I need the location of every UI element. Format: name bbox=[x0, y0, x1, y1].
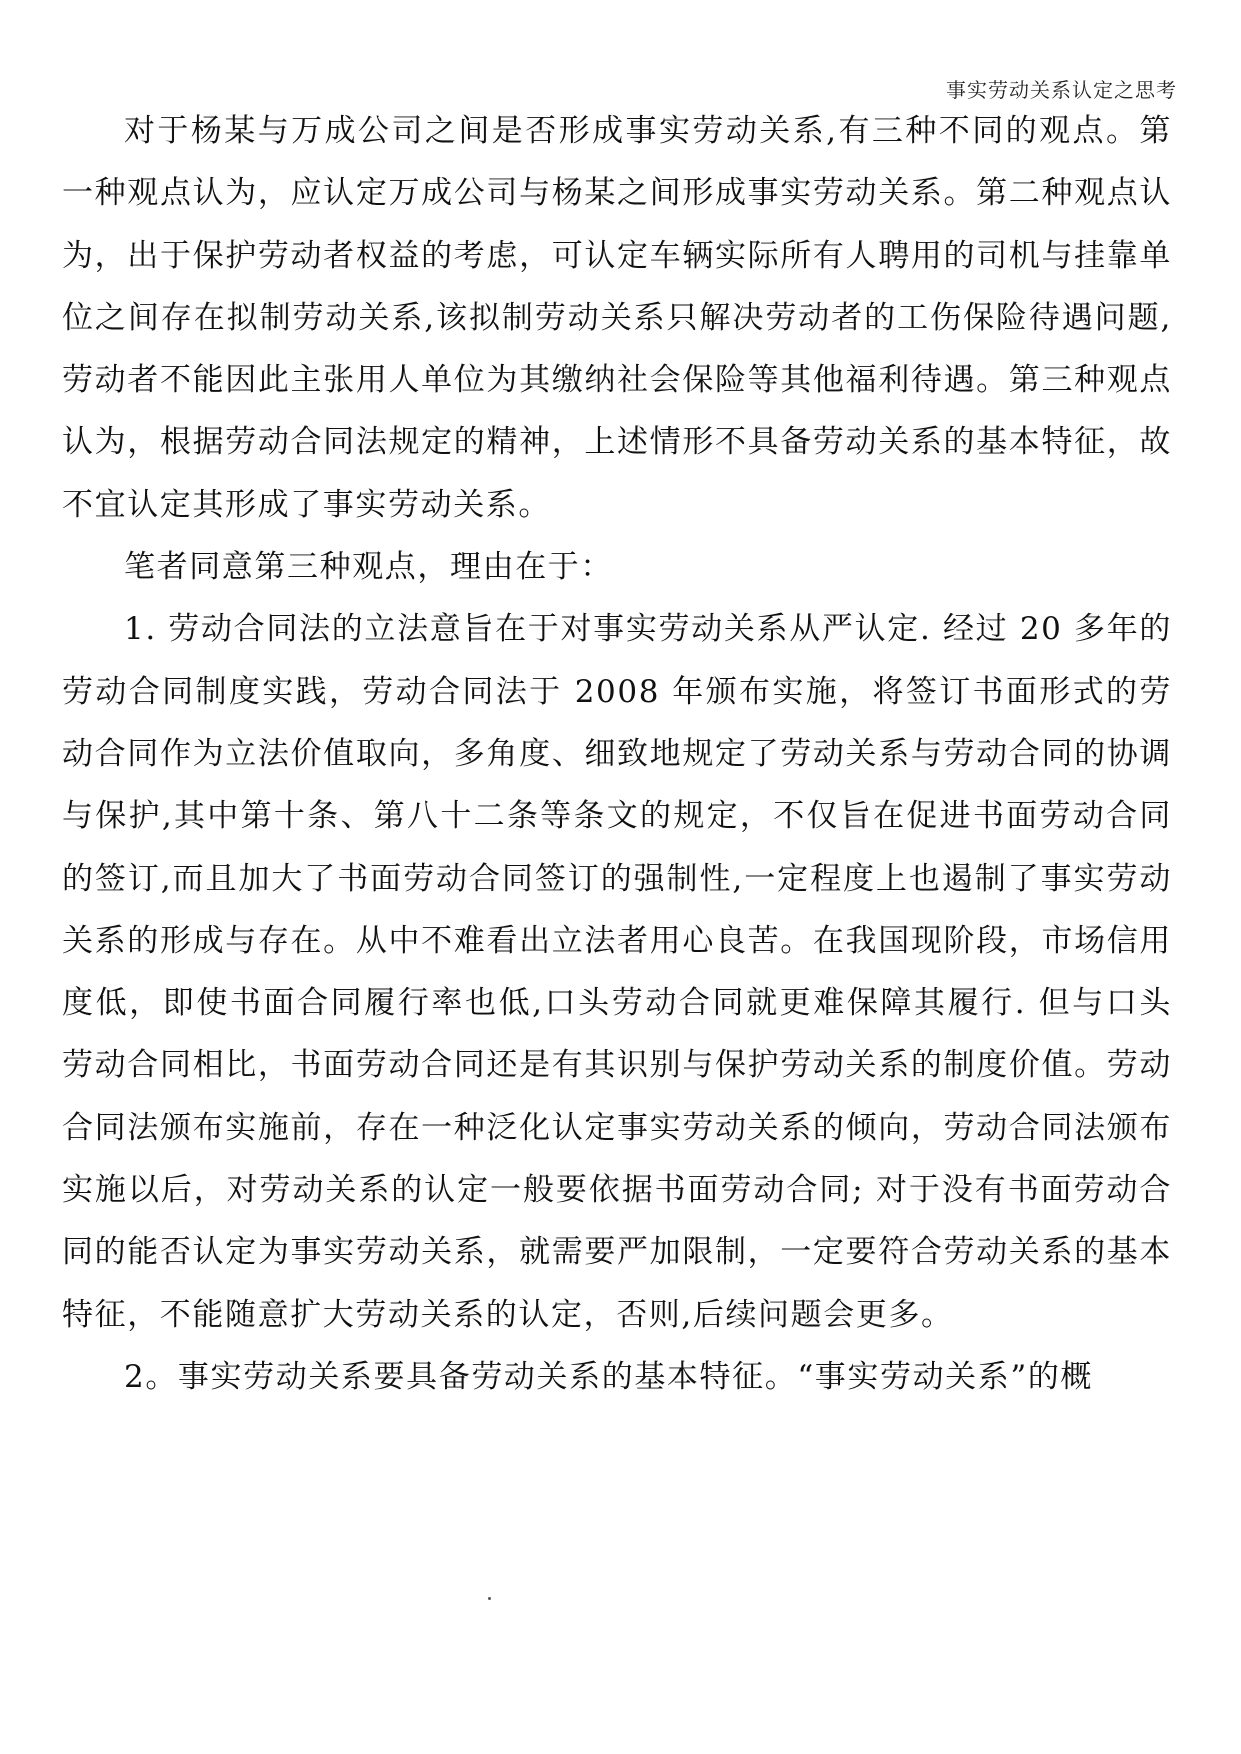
page-speck bbox=[488, 1597, 491, 1600]
paragraph-viewpoints: 对于杨某与万成公司之间是否形成事实劳动关系,有三种不同的观点。第一种观点认为，应认定万成公司与杨某之间形成事实劳动关系。第二种观点认为，出于保护劳动者权益的考虑，可认定车辆实际所有人聘用的司机与挂靠单位之间存在拟制劳动关系,该拟制劳动关系只解决劳动者的工伤保险待遇问题,劳动者不能因此主张用人单位为其缴纳社会保险等其他福利待遇。第三种观点认为，根据劳动合同法规定的精神，上述情形不具备劳动关系的基本特征，故不宜认定其形成了事实劳动关系。 bbox=[62, 113, 1172, 523]
paragraph-reason-1: 1. 劳动合同法的立法意旨在于对事实劳动关系从严认定. 经过 20 多年的劳动合同制度实践，劳动合同法于 2008 年颁布实施，将签订书面形式的劳动合同作为立法价值取向，多角度、细致地规定了劳动关系与劳动合同的协调与保护,其中第十条、第八十二条等条文的规定，不仅旨在促进书面劳动合同的签订,而且加大了书面劳动合同签订的强制性,一定程度上也遏制了事实劳动关系的形成与存在。从中不难看出立法者用心良苦。在我国现阶段，市场信用度低，即使书面合同履行率也低,口头劳动合同就更难保障其履行. 但与口头劳动合同相比，书面劳动合同还是有其识别与保护劳动关系的制度价值。劳动合同法颁布实施前，存在一种泛化认定事实劳动关系的倾向，劳动合同法颁布实施以后，对劳动关系的认定一般要依据书面劳动合同; 对于没有书面劳动合同的能否认定为事实劳动关系，就需要严加限制，一定要符合劳动关系的基本特征，不能随意扩大劳动关系的认定，否则,后续问题会更多。 bbox=[62, 611, 1172, 1333]
paragraph-reason-2: 2。事实劳动关系要具备劳动关系的基本特征。“事实劳动关系”的概 bbox=[124, 1358, 1094, 1395]
running-header: 事实劳动关系认定之思考 bbox=[946, 78, 1177, 102]
paragraph-author-opinion: 笔者同意第三种观点，理由在于： bbox=[124, 549, 613, 586]
body-text bbox=[62, 100, 1172, 1408]
